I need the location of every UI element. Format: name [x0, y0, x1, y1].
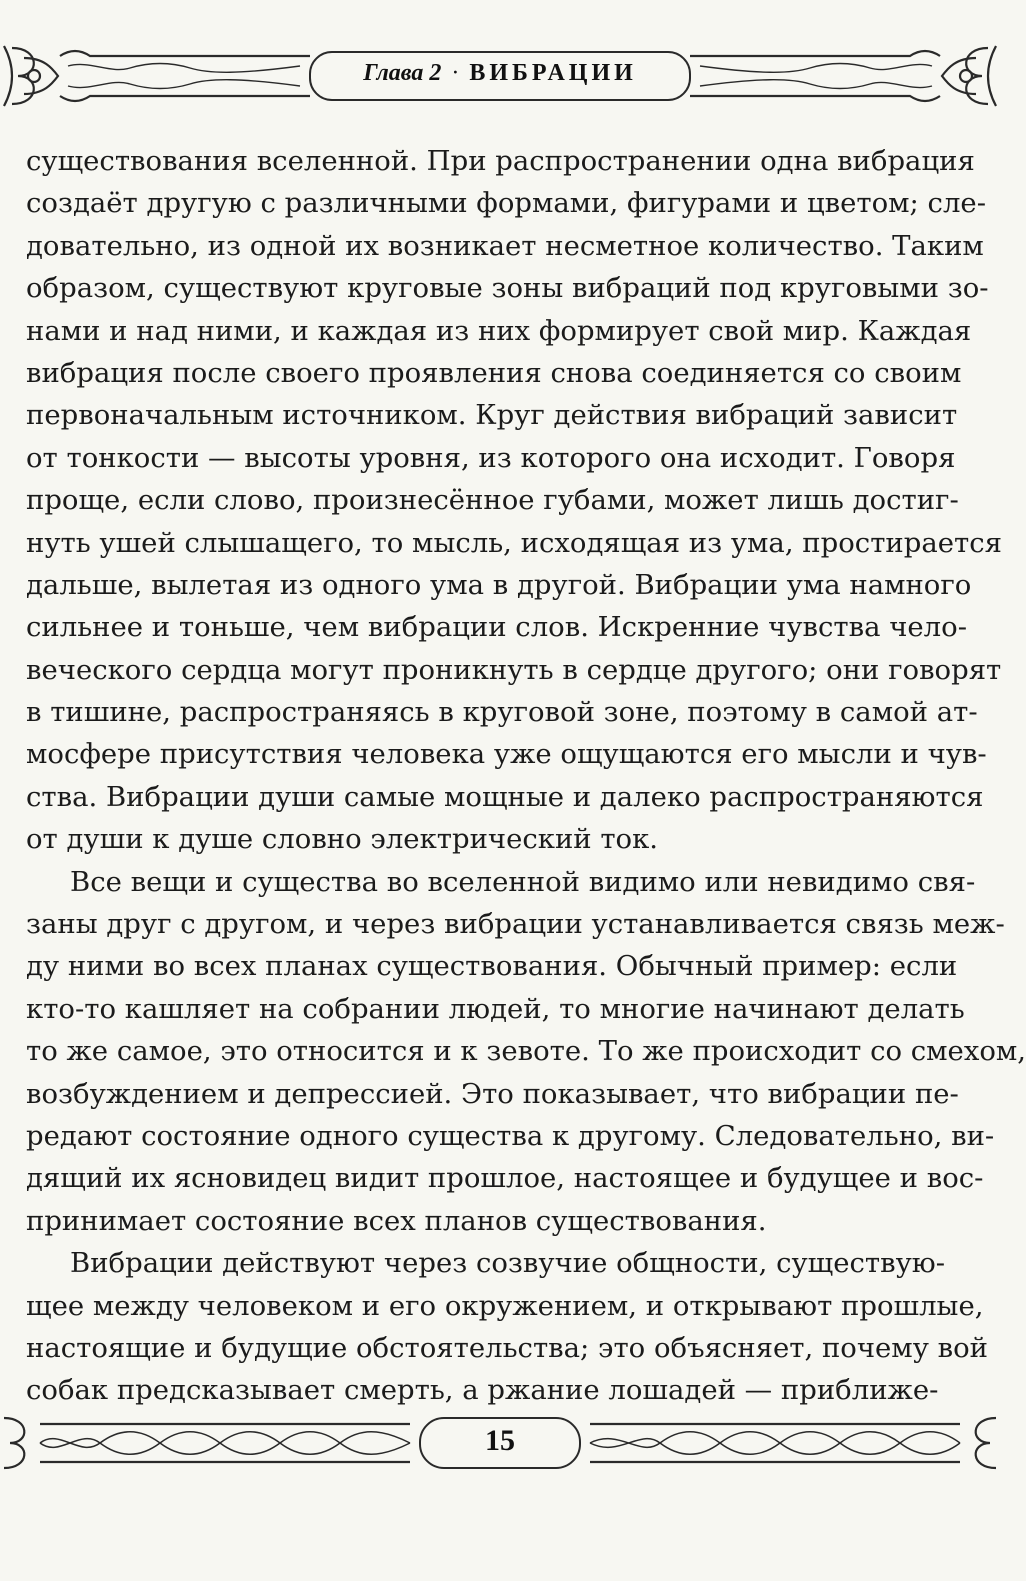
text-line: в тишине, распространяясь в круговой зоне, поэтому в самой ат- [26, 696, 978, 729]
chapter-title: ВИБРАЦИИ [469, 60, 637, 86]
text-line: существования вселенной. При распространении одна вибрация [26, 145, 975, 177]
paragraph [26, 861, 1026, 1243]
text-line: настоящие и будущие обстоятельства; это объясняет, почему вой [26, 1331, 988, 1364]
text-line: редают состояние одного существа к другому. Следовательно, ви- [26, 1119, 995, 1152]
running-head [0, 58, 1000, 88]
text-line: образом, существуют круговые зоны вибраций под круговыми зо- [26, 272, 989, 305]
text-line: ду ними во всех планах существования. Обычный пример: если [26, 950, 958, 983]
text-line: дальше, вылетая из одного ума в другой. Вибрации ума намного [26, 568, 972, 601]
text-line: щее между человеком и его окружением, и открывают прошлые, [26, 1289, 984, 1322]
text-line: Все вещи и существа во вселенной видимо или невидимо свя- [70, 865, 976, 898]
text-line: кто-то кашляет на собрании людей, то многие начинают делать [26, 992, 965, 1025]
chapter-label: Глава 2 [363, 60, 442, 86]
header-separator: · [451, 60, 460, 86]
text-line: то же самое, это относится и к зевоте. То же происходит со смехом, [26, 1035, 1026, 1068]
text-line: ства. Вибрации души самые мощные и далеко распространяются [26, 780, 984, 813]
text-line: нами и над ними, и каждая из них формирует свой мир. Каждая [26, 314, 972, 347]
text-line: возбуждением и депрессией. Это показывает, что вибрации пе- [26, 1077, 959, 1110]
text-line: Вибрации действуют через созвучие общности, существую- [70, 1247, 946, 1280]
text-line: собак предсказывает смерть, а ржание лошадей — приближе- [26, 1374, 939, 1407]
text-line: заны друг с другом, и через вибрации устанавливается связь меж- [26, 908, 1005, 941]
page-number: 15 [485, 1424, 515, 1457]
text-line: сильнее и тоньше, чем вибрации слов. Искренние чувства чело- [26, 611, 967, 644]
text-line: нуть ушей слышащего, то мысль, исходящая из ума, простирается [26, 526, 1002, 559]
paragraph [26, 1242, 988, 1412]
text-line: вибрация после своего проявления снова соединяется со своим [26, 356, 962, 389]
text-line: от тонкости — высоты уровня, из которого она исходит. Говоря [26, 441, 956, 474]
text-line: принимает состояние всех планов существования. [26, 1204, 767, 1237]
text-line: дящий их ясновидец видит прошлое, настоящее и будущее и вос- [26, 1162, 984, 1195]
text-line: от души к душе словно электрический ток. [26, 823, 659, 856]
text-line: создаёт другую с различными формами, фигурами и цветом; сле- [26, 187, 986, 220]
text-line: проще, если слово, произнесённое губами, может лишь достиг- [26, 484, 959, 517]
text-line: мосфере присутствия человека уже ощущаются его мысли и чув- [26, 738, 987, 771]
text-line: первоначальным источником. Круг действия вибраций зависит [26, 399, 958, 432]
text-line: довательно, из одной их возникает несметное количество. Таким [26, 229, 984, 262]
body-text [26, 140, 1026, 1412]
text-line: веческого сердца могут проникнуть в сердце другого; они говорят [26, 653, 1002, 686]
paragraph [26, 140, 1002, 861]
